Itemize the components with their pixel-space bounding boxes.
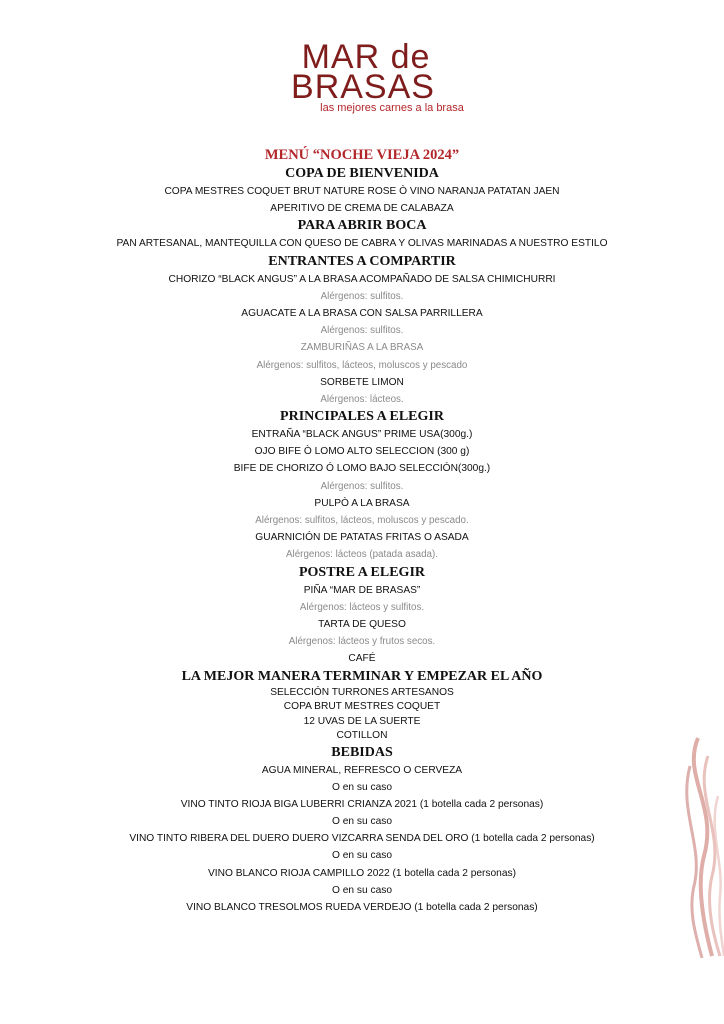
menu-item-line: VINO TINTO RIBERA DEL DUERO DUERO VIZCARRA SENDA DEL ORO (1 botella cada 2 personas): [129, 833, 595, 845]
menu-item-line: CAFÉ: [348, 653, 376, 665]
logo-tagline: las mejores carnes a la brasa: [320, 102, 464, 114]
menu-section-line: BEBIDAS: [331, 744, 393, 760]
menu-item-line: BIFE DE CHORIZO Ó LOMO BAJO SELECCIÓN(300g.): [233, 463, 491, 475]
menu-content: [0, 146, 724, 916]
menu-item-line: APERITIVO DE CREMA DE CALABAZA: [270, 203, 454, 215]
menu-compact-line: 12 UVAS DE LA SUERTE: [303, 715, 421, 727]
menu-item-line: ENTRAÑA “BLACK ANGUS” PRIME USA(300g.): [251, 429, 473, 441]
menu-allergen-line: Alérgenos: sulfitos.: [320, 290, 404, 302]
menu-allergen-line: Alérgenos: lácteos (patada asada).: [286, 549, 438, 561]
menu-allergen-line: Alérgenos: sulfitos, lácteos, moluscos y pescado.: [255, 515, 469, 526]
menu-compact-line: COPA BRUT MESTRES COQUET: [283, 701, 441, 712]
menu-item-line: GUARNICIÓN DE PATATAS FRITAS O ASADA: [255, 532, 469, 544]
menu-item-line: O en su caso: [331, 781, 393, 793]
menu-item-line: PULPÒ A LA BRASA: [314, 497, 410, 509]
menu-section-line: PARA ABRIR BOCA: [297, 218, 427, 234]
menu-allergen-line: Alérgenos: sulfitos.: [320, 480, 404, 492]
menu-allergen-line: Alérgenos: lácteos y sulfitos.: [299, 601, 425, 613]
menu-item-line: CHORIZO “BLACK ANGUS” A LA BRASA ACOMPAÑADO DE SALSA CHIMICHURRI: [168, 273, 556, 285]
menu-title: MENÚ “NOCHE VIEJA 2024”: [264, 147, 460, 163]
menu-compact-line: COTILLON: [336, 730, 388, 741]
menu-item-line: O en su caso: [331, 884, 393, 896]
menu-compact-line: SELECCIÓN TURRONES ARTESANOS: [270, 686, 454, 698]
menu-item-line: VINO BLANCO RIOJA CAMPILLO 2022 (1 botella cada 2 personas): [207, 867, 517, 879]
menu-item-line: PAN ARTESANAL, MANTEQUILLA CON QUESO DE CABRA Y OLIVAS MARINADAS A NUESTRO ESTILO: [116, 238, 608, 250]
menu-item-line: OJO BIFE Ò LOMO ALTO SELECCION (300 g): [254, 446, 470, 458]
logo-line-1: MAR de: [301, 38, 431, 76]
menu-item-line: COPA MESTRES COQUET BRUT NATURE ROSE Ò VINO NARANJA PATATAN JAEN: [164, 186, 560, 197]
menu-allergen-line: Alérgenos: sulfitos.: [320, 325, 404, 337]
menu-allergen-line: ZAMBURIÑAS A LA BRASA: [300, 342, 424, 354]
menu-allergen-line: Alérgenos: lácteos.: [320, 393, 404, 405]
logo-line-2: BRASAS: [291, 68, 435, 106]
menu-section-line: COPA DE BIENVENIDA: [285, 166, 439, 181]
menu-allergen-line: Alérgenos: sulfitos, lácteos, moluscos y pescado: [256, 359, 468, 371]
menu-item-line: VINO BLANCO TRESOLMOS RUEDA VERDEJO (1 botella cada 2 personas): [186, 902, 538, 913]
menu-item-line: AGUA MINERAL, REFRESCO O CERVEZA: [261, 764, 463, 776]
menu-item-line: O en su caso: [331, 816, 393, 828]
menu-item-line: O en su caso: [331, 850, 393, 862]
menu-section-line: LA MEJOR MANERA TERMINAR Y EMPEZAR EL AÑO: [181, 668, 543, 684]
menu-item-line: SORBETE LIMON: [320, 376, 404, 388]
menu-allergen-line: Alérgenos: lácteos y frutos secos.: [288, 636, 436, 648]
menu-item-line: TARTA DE QUESO: [318, 618, 406, 630]
menu-item-line: VINO TINTO RIOJA BIGA LUBERRI CRIANZA 2021 (1 botella cada 2 personas): [180, 798, 544, 810]
menu-section-line: PRINCIPALES A ELEGIR: [280, 409, 444, 425]
menu-lines: [0, 165, 724, 916]
flame-decoration-icon: [674, 736, 724, 958]
menu-item-line: PIÑA “MAR DE BRASAS”: [303, 584, 421, 596]
brand-logo: [0, 38, 724, 114]
menu-section-line: ENTRANTES A COMPARTIR: [268, 253, 456, 269]
menu-section-line: POSTRE A ELEGIR: [298, 564, 426, 580]
menu-item-line: AGUACATE A LA BRASA CON SALSA PARRILLERA: [241, 307, 483, 319]
